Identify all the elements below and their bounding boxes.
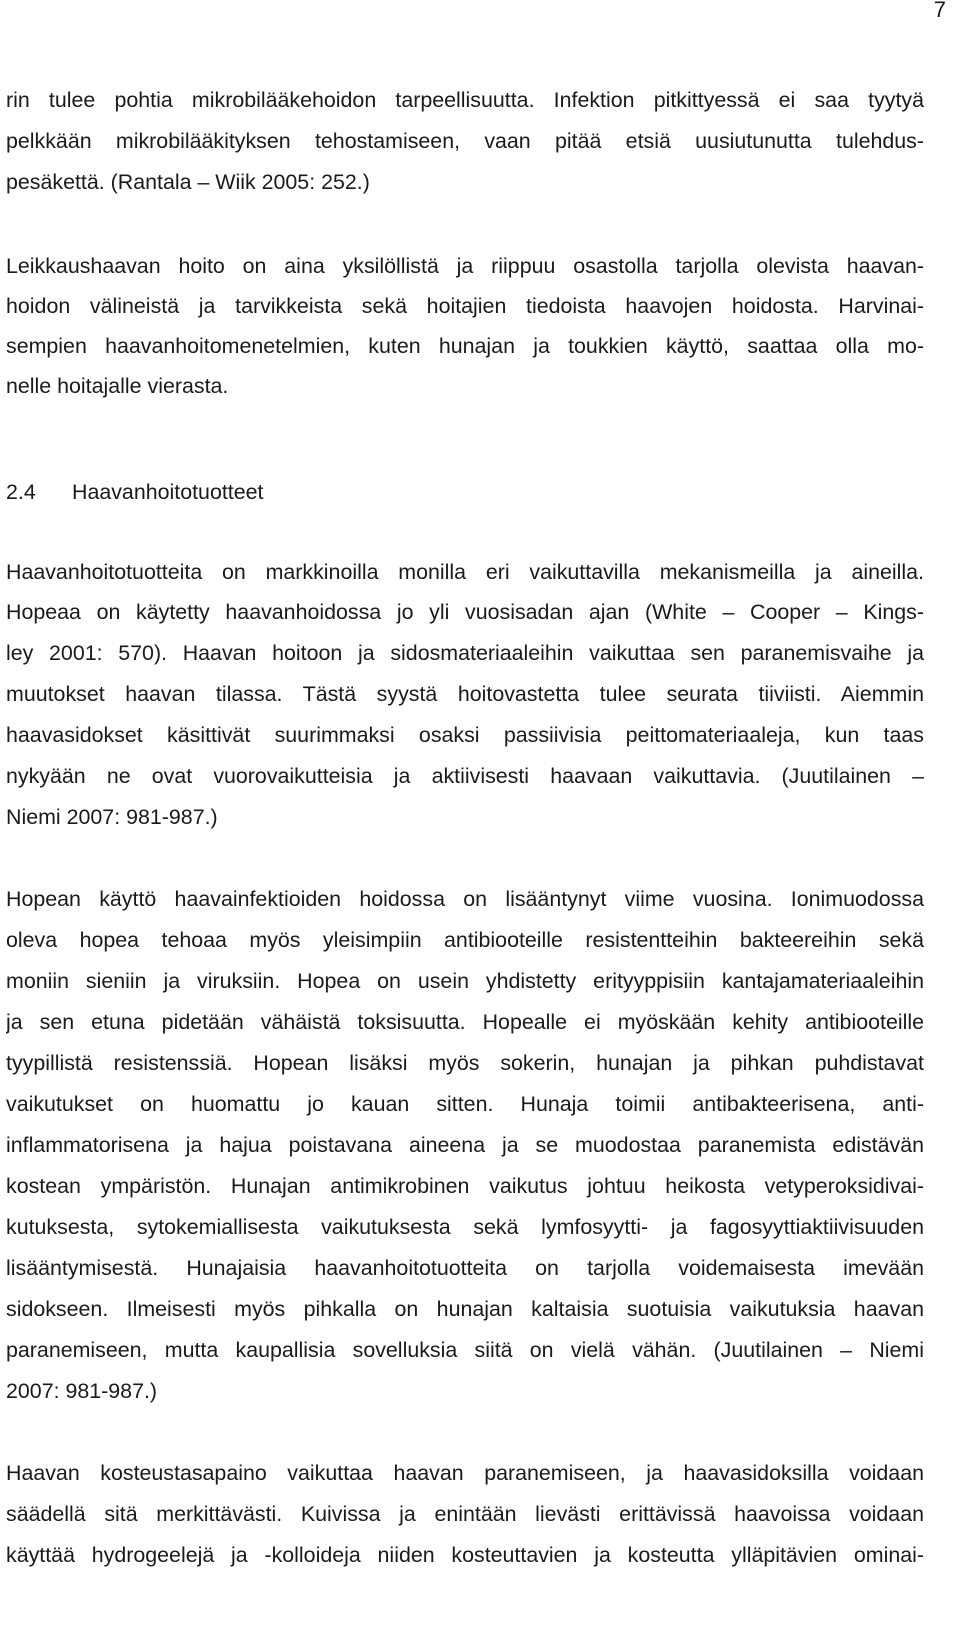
page-number: 7 [933,0,946,22]
section-number: 2.4 [6,480,36,504]
section-heading [6,478,924,506]
text-line: nelle hoitajalle vierasta. [6,374,229,398]
text-line: nykyään ne ovat vuorovaikutteisia ja aktiivisesti haavaan vaikuttavia. (Juutilainen – [6,764,924,788]
text-line: tyypillistä resistenssiä. Hopean lisäksi myös sokerin, hunajan ja pihkan puhdistavat [6,1051,924,1075]
text-line: ja sen etuna pidetään vähäistä toksisuutta. Hopealle ei myöskään kehity antibiooteille [6,1010,924,1034]
text-line: muutokset haavan tilassa. Tästä syystä hoitovastetta tulee seurata tiiviisti. Aiemmin [6,682,924,706]
text-line: lisääntymisestä. Hunajaisia haavanhoitotuotteita on tarjolla voidemaisesta imevään [6,1256,924,1280]
text-line: Hopean käyttö haavainfektioiden hoidossa on lisääntynyt viime vuosina. Ionimuodossa [6,887,924,911]
text-line: rin tulee pohtia mikrobilääkehoidon tarpeellisuutta. Infektion pitkittyessä ei saa tyytyä [6,88,924,112]
text-line: paranemiseen, mutta kaupallisia sovelluksia siitä on vielä vähän. (Juutilainen – Niemi [6,1338,924,1362]
text-line: sidokseen. Ilmeisesti myös pihkalla on hunajan kaltaisia suotuisia vaikutuksia haavan [6,1297,924,1321]
text-line: käyttää hydrogeelejä ja -kolloideja niiden kosteuttavien ja kosteutta ylläpitävien ominai- [6,1543,924,1567]
text-line: Haavanhoitotuotteita on markkinoilla monilla eri vaikuttavilla mekanismeilla ja aineilla. [6,560,924,584]
text-line: oleva hopea tehoaa myös yleisimpiin antibiooteille resistentteihin bakteereihin sekä [6,928,924,952]
text-line: inflammatorisena ja hajua poistavana aineena ja se muodostaa paranemista edistävän [6,1133,924,1157]
text-line: kutuksesta, sytokemiallisesta vaikutuksesta sekä lymfosyytti- ja fagosyyttiaktiivisuuden [6,1215,924,1239]
text-line: hoidon välineistä ja tarvikkeista sekä hoitajien tiedoista haavojen hoidosta. Harvinai- [6,294,924,318]
text-line: sempien haavanhoitomenetelmien, kuten hunajan ja toukkien käyttö, saattaa olla mo- [6,334,924,358]
text-line: Niemi 2007: 981-987.) [6,805,218,829]
section-title: Haavanhoitotuotteet [72,480,264,504]
text-line: Leikkaushaavan hoito on aina yksilöllistä ja riippuu osastolla tarjolla olevista haavan- [6,254,924,278]
text-line: pelkkään mikrobilääkityksen tehostamiseen, vaan pitää etsiä uusiutunutta tulehdus- [6,129,924,153]
text-line: pesäkettä. (Rantala – Wiik 2005: 252.) [6,170,370,194]
text-line: säädellä sitä merkittävästi. Kuivissa ja enintään lievästi erittävissä haavoissa voidaan [6,1502,924,1526]
text-line: Haavan kosteustasapaino vaikuttaa haavan paranemiseen, ja haavasidoksilla voidaan [6,1461,924,1485]
text-line: haavasidokset käsittivät suurimmaksi osaksi passiivisia peittomateriaaleja, kun taas [6,723,924,747]
text-line: kostean ympäristön. Hunajan antimikrobinen vaikutus johtuu heikosta vetyperoksidivai- [6,1174,924,1198]
text-line: Hopeaa on käytetty haavanhoidossa jo yli vuosisadan ajan (White – Cooper – Kings- [6,600,924,624]
text-line: ley 2001: 570). Haavan hoitoon ja sidosmateriaaleihin vaikuttaa sen paranemisvaihe ja [6,641,924,665]
text-line: vaikutukset on huomattu jo kauan sitten. Hunaja toimii antibakteerisena, anti- [6,1092,924,1116]
text-line: moniin sieniin ja viruksiin. Hopea on usein yhdistetty erityyppisiin kantajamateriaaleihin [6,969,924,993]
text-line: 2007: 981-987.) [6,1379,158,1403]
